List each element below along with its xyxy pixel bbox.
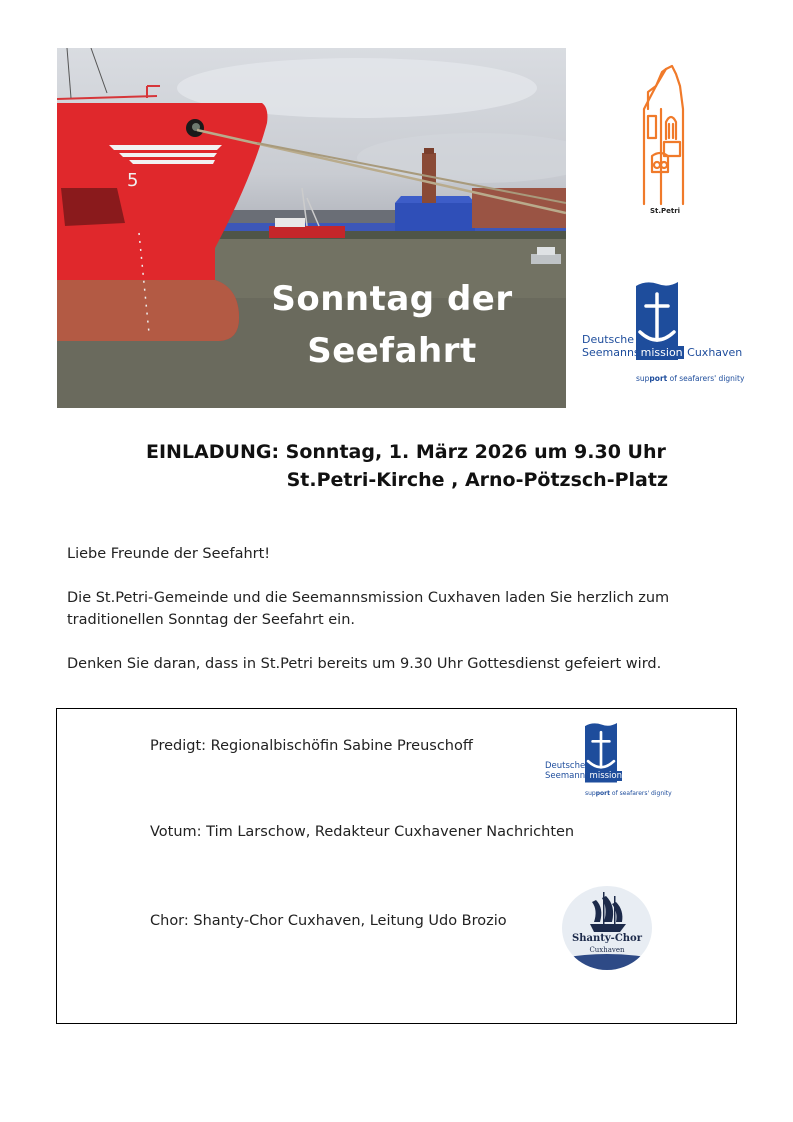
seemannsmission-small-tagline <box>585 790 672 797</box>
seemannsmission-logo-small <box>545 721 672 801</box>
seemannsmission-city: Cuxhaven <box>687 346 743 359</box>
seemannsmission-tagline <box>636 374 744 383</box>
program-item-predigt: Predigt: Regionalbischöfin Sabine Preuschoff <box>150 738 473 754</box>
tagline-part-c: of seafarers' dignity <box>667 374 745 383</box>
greeting: Liebe Freunde der Seefahrt! <box>67 546 271 562</box>
invitation-date-line: EINLADUNG: Sonntag, 1. März 2026 um 9.30 Uhr <box>146 441 666 463</box>
small-tag-c: of seafarers' dignity <box>610 790 672 797</box>
small-tag-a: sup <box>585 790 596 797</box>
letter-body <box>67 543 727 697</box>
st-petri-logo <box>636 64 696 220</box>
church-tower-icon <box>636 64 696 209</box>
seemannsmission-word-a: Seemanns <box>582 346 640 359</box>
hero-photo <box>57 48 566 408</box>
seemannsmission-small-line2 <box>545 771 622 781</box>
shanty-chor-logo <box>562 886 652 970</box>
invitation-heading <box>146 438 668 494</box>
seemannsmission-small-line1: Deutsche <box>545 761 586 771</box>
small-word-b: mission <box>589 771 622 781</box>
seemannsmission-word-b: mission <box>640 346 683 359</box>
tagline-part-b: port <box>649 374 668 383</box>
program-item-chor: Chor: Shanty-Chor Cuxhaven, Leitung Udo Brozio <box>150 913 507 929</box>
program-box <box>56 708 737 1024</box>
seemannsmission-line1: Deutsche <box>582 333 635 346</box>
svg-text:5: 5 <box>127 170 139 191</box>
program-item-votum: Votum: Tim Larschow, Redakteur Cuxhavener Nachrichten <box>150 824 575 840</box>
tagline-part-a: sup <box>636 374 650 383</box>
small-word-a: Seemanns <box>545 771 590 781</box>
paragraph-reminder: Denken Sie daran, dass in St.Petri bereits um 9.30 Uhr Gottesdienst gefeiert wird. <box>67 656 662 672</box>
hero-title-line2: Seefahrt <box>307 331 477 371</box>
hero-title-line1: Sonntag der <box>271 279 513 319</box>
paragraph-invitation: Die St.Petri-Gemeinde und die Seemannsmission Cuxhaven laden Sie herzlich zum traditionellen Sonntag der Seefahrt ein. <box>67 590 670 628</box>
seemannsmission-line2 <box>582 346 742 359</box>
seemannsmission-logo <box>580 280 750 390</box>
sailing-ship-icon <box>562 886 652 970</box>
hero-title <box>257 273 527 377</box>
st-petri-caption: St.Petri <box>649 207 681 215</box>
shanty-chor-city: Cuxhaven <box>589 946 625 954</box>
small-tag-b: port <box>595 790 610 797</box>
shanty-chor-name: Shanty-Chor <box>572 933 642 944</box>
invitation-location-line: St.Petri-Kirche , Arno-Pötzsch-Platz <box>286 469 668 491</box>
